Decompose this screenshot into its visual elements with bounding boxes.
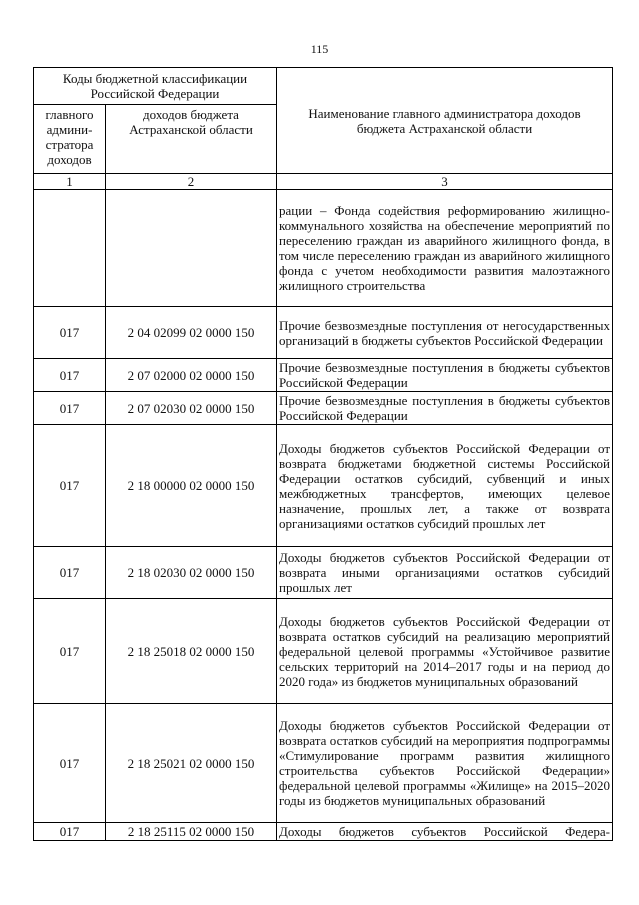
header-col-revenue: доходов бюджета Астраханской области — [106, 105, 277, 174]
table-row — [34, 359, 613, 392]
revenue-code: 2 18 25018 02 0000 150 — [106, 599, 277, 704]
admin-code: 017 — [34, 599, 106, 704]
header-num-2: 2 — [106, 174, 277, 190]
revenue-name: Доходы бюджетов субъектов Российской Федерации от возврата остатков субсидий на реализацию мероприятий федеральной целевой программы «Устойчивое развитие сельских территорий на 2014–2017 годы и на период до 2020 года» из бюджетов муниципальных образований — [277, 599, 613, 704]
admin-code: 017 — [34, 823, 106, 841]
admin-code: 017 — [34, 359, 106, 392]
revenue-name: Прочие безвозмездные поступления от негосударственных организаций в бюджеты субъектов Российской Федерации — [277, 307, 613, 359]
revenue-code: 2 18 25115 02 0000 150 — [106, 823, 277, 841]
admin-code: 017 — [34, 547, 106, 599]
table-row — [34, 190, 613, 307]
table-row — [34, 307, 613, 359]
revenue-code: 2 18 02030 02 0000 150 — [106, 547, 277, 599]
header-col-admin: главного админи-стратора доходов — [34, 105, 106, 174]
table-row — [34, 392, 613, 425]
revenue-code — [106, 190, 277, 307]
revenue-name: Доходы бюджетов субъектов Российской Федера- — [277, 823, 613, 841]
table-row — [34, 704, 613, 823]
table-row — [34, 823, 613, 841]
header-num-3: 3 — [277, 174, 613, 190]
header-numbers-row — [34, 174, 613, 190]
header-num-1: 1 — [34, 174, 106, 190]
budget-codes-table — [33, 67, 613, 841]
admin-code: 017 — [34, 392, 106, 425]
revenue-name: Прочие безвозмездные поступления в бюджеты субъектов Российской Федерации — [277, 392, 613, 425]
header-col-name: Наименование главного администратора доходов бюджета Астраханской области — [277, 68, 613, 174]
revenue-name: Доходы бюджетов субъектов Российской Федерации от возврата бюджетами бюджетной системы Российской Федерации остатков субсидий, субвенций и иных межбюджетных трансфертов, имеющих целевое назначение, прошлых лет, а также от возврата организациями остатков субсидий прошлых лет — [277, 425, 613, 547]
table-row — [34, 599, 613, 704]
revenue-name: Прочие безвозмездные поступления в бюджеты субъектов Российской Федерации — [277, 359, 613, 392]
revenue-code: 2 07 02000 02 0000 150 — [106, 359, 277, 392]
revenue-code: 2 07 02030 02 0000 150 — [106, 392, 277, 425]
page-number: 115 — [310, 42, 329, 56]
admin-code: 017 — [34, 307, 106, 359]
admin-code: 017 — [34, 425, 106, 547]
revenue-code: 2 18 00000 02 0000 150 — [106, 425, 277, 547]
revenue-name: рации – Фонда содействия реформированию жилищно-коммунального хозяйства на обеспечение мероприятий по переселению граждан из аварийного жилищного фонда, в том числе переселению граждан из аварийного жилищного фонда с учетом необходимости развития малоэтажного жилищного строительства — [277, 190, 613, 307]
revenue-name: Доходы бюджетов субъектов Российской Федерации от возврата иными организациями остатков субсидий прошлых лет — [277, 547, 613, 599]
admin-code: 017 — [34, 704, 106, 823]
header-codes-group: Коды бюджетной классификации Российской Федерации — [34, 68, 277, 105]
table-row — [34, 425, 613, 547]
table-row — [34, 547, 613, 599]
revenue-code: 2 18 25021 02 0000 150 — [106, 704, 277, 823]
admin-code — [34, 190, 106, 307]
header-row-top — [34, 68, 613, 105]
revenue-code: 2 04 02099 02 0000 150 — [106, 307, 277, 359]
revenue-name: Доходы бюджетов субъектов Российской Федерации от возврата остатков субсидий на мероприятия подпрограммы «Стимулирование программ развития жилищного строительства субъектов Российской Федерации» федеральной целевой программы «Жилище» на 2015–2020 годы из бюджетов муниципальных образований — [277, 704, 613, 823]
